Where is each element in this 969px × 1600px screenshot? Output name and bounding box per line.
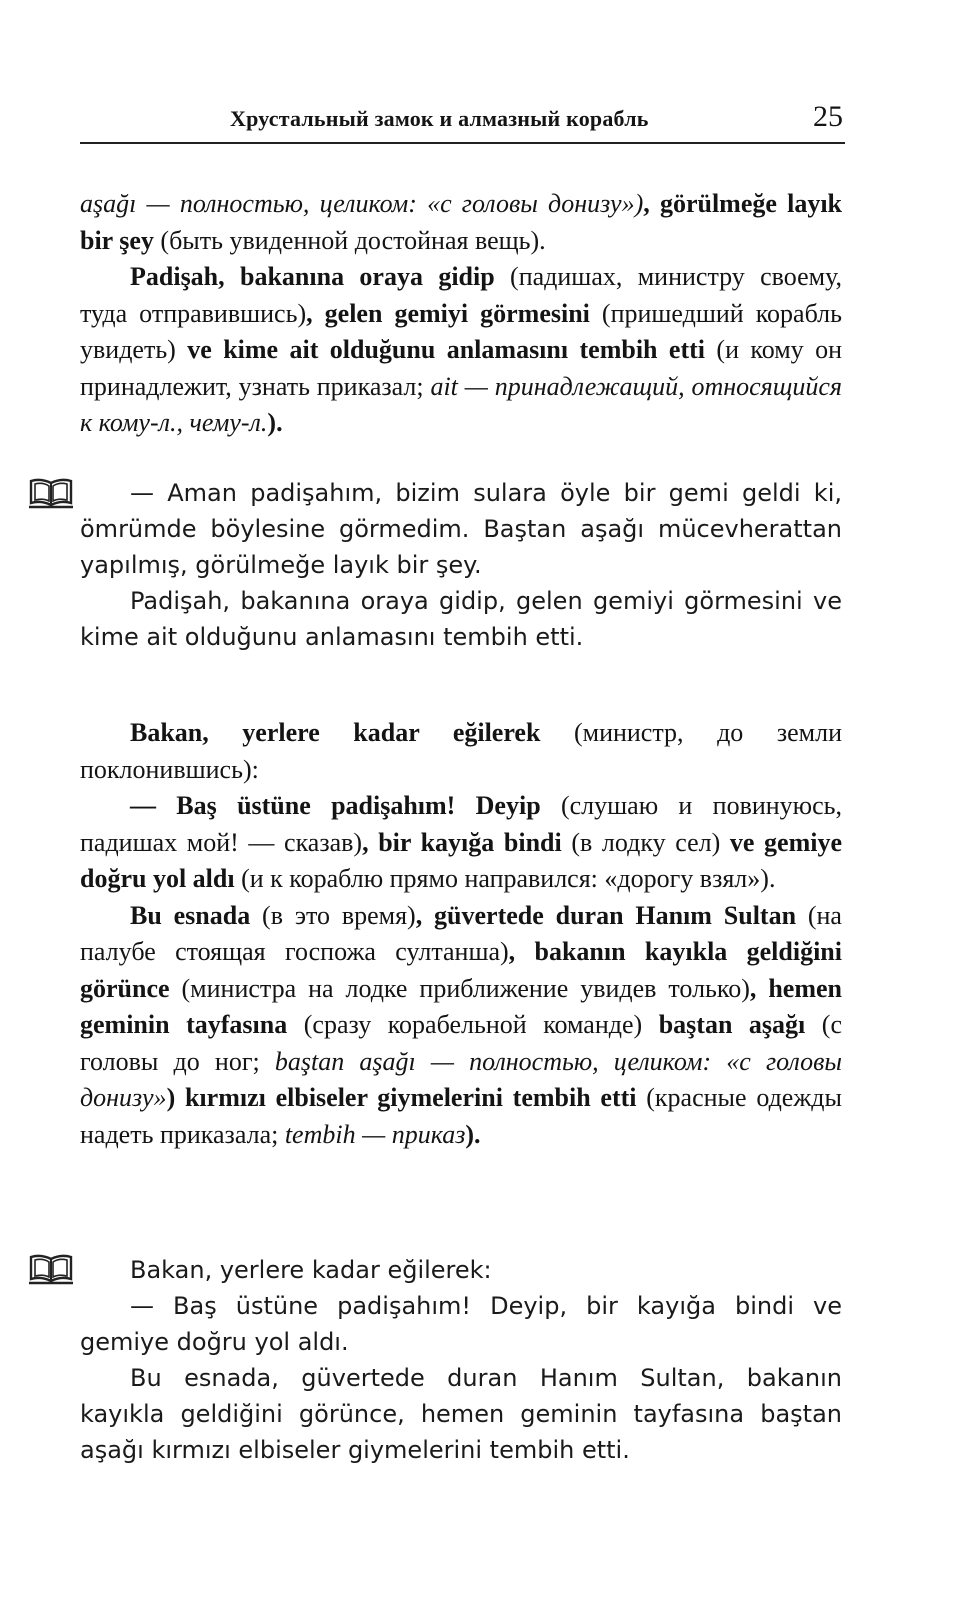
open-book-icon <box>28 1252 74 1286</box>
turkish-term: Padişah, bakanına oraya gidip <box>130 262 495 291</box>
annotated-block-1 <box>80 186 842 442</box>
turkish-term: , güvertede duran Hanım Sultan <box>415 900 797 930</box>
turkish-paragraph: Padişah, bakanına oraya gidip, gelen gemiyi görmesini ve kime ait olduğunu anlamasını tembih etti. <box>80 587 842 651</box>
page-number: 25 <box>813 100 843 133</box>
open-book-icon <box>28 476 74 510</box>
annotated-paragraph <box>80 898 842 1154</box>
translation-text: (на палубе стоящая госпожа султанша) <box>80 900 842 966</box>
turkish-term: , bakanın kayıkla geldiğini görünce <box>80 937 842 1003</box>
running-title: Хрустальный замок и алмазный корабль <box>230 106 649 131</box>
turkish-term: ). <box>465 1119 481 1149</box>
turkish-term: görülmeğe layık bir şey <box>80 189 843 255</box>
turkish-term: , <box>643 189 660 218</box>
annotated-paragraph <box>80 259 842 442</box>
translation-text: (падишах, министру своему, туда отправившись) <box>80 262 842 328</box>
translation-text: (в лодку сел) <box>561 827 730 857</box>
gloss-note: aşağı — полностью, целиком: «с головы донизу») <box>80 189 644 218</box>
translation-text: (слушаю и повинуюсь, падишах мой! — сказав) <box>80 791 842 857</box>
annotated-block-2 <box>80 715 842 1153</box>
turkish-block-2 <box>80 1252 842 1468</box>
turkish-term: , hemen geminin tayfasına <box>80 973 842 1039</box>
translation-text: (министр, до земли поклонившись): <box>80 718 842 784</box>
turkish-term: , bir kayığa bindi <box>362 827 562 857</box>
turkish-term: Bu esnada <box>130 900 251 930</box>
gloss-note: baştan aşağı — полностью, целиком: «с головы донизу» <box>80 1046 842 1112</box>
annotated-paragraph <box>80 788 842 898</box>
translation-text: (красные одежды надеть приказала; <box>80 1083 842 1149</box>
translation-text: (в это время) <box>250 900 416 930</box>
turkish-term: ) kırmızı elbiseler giymelerini tembih etti <box>166 1083 637 1112</box>
annotated-paragraph <box>80 186 842 259</box>
turkish-block-1 <box>80 475 842 655</box>
gloss-note: ait — принадлежащий, относящийся к кому-л., чему-л. <box>80 371 842 437</box>
turkish-paragraph: — Baş üstüne padişahım! Deyip, bir kayığa bindi ve gemiye doğru yol aldı. <box>80 1292 842 1356</box>
turkish-term: ve kime ait olduğunu anlamasını tembih etti <box>187 335 705 364</box>
gloss-note: tembih — приказ <box>284 1119 466 1149</box>
translation-text: (и кому он принадлежит, узнать приказал; <box>80 335 842 401</box>
turkish-paragraph: Bu esnada, güvertede duran Hanım Sultan, bakanın kayıkla geldiğini görünce, hemen geminin tayfasına baştan aşağı kırmızı elbiseler giymelerini tembih etti. <box>80 1364 842 1464</box>
annotated-paragraph <box>80 715 842 788</box>
turkish-term: ve gemiye doğru yol aldı <box>80 827 843 893</box>
translation-text: (быть увиденной достойная вещь). <box>153 225 546 255</box>
turkish-term: baştan aşağı <box>658 1010 806 1039</box>
translation-text: (сразу корабельной команде) <box>287 1010 659 1039</box>
translation-text: (с головы до ног; <box>80 1010 843 1076</box>
translation-text: (и к кораблю прямо направился: «дорогу взял»). <box>234 864 776 893</box>
turkish-paragraph: Bakan, yerlere kadar eğilerek: <box>130 1256 492 1284</box>
turkish-term: ). <box>267 408 283 437</box>
turkish-term: Bakan, yerlere kadar eğilerek <box>130 718 541 747</box>
translation-text: (министра на лодке приближение увидев только) <box>169 973 750 1003</box>
translation-text: (пришедший корабль увидеть) <box>80 298 842 364</box>
turkish-term: — Baş üstüne padişahım! Deyip <box>130 791 541 820</box>
turkish-term: , gelen gemiyi görmesini <box>306 298 590 328</box>
turkish-paragraph: — Aman padişahım, bizim sulara öyle bir gemi geldi ki, ömrümde böylesine görmedim. Baştan aşağı mücevherattan yapılmış, görülmeğe layık bir şey. <box>80 479 842 579</box>
running-header <box>80 102 845 144</box>
